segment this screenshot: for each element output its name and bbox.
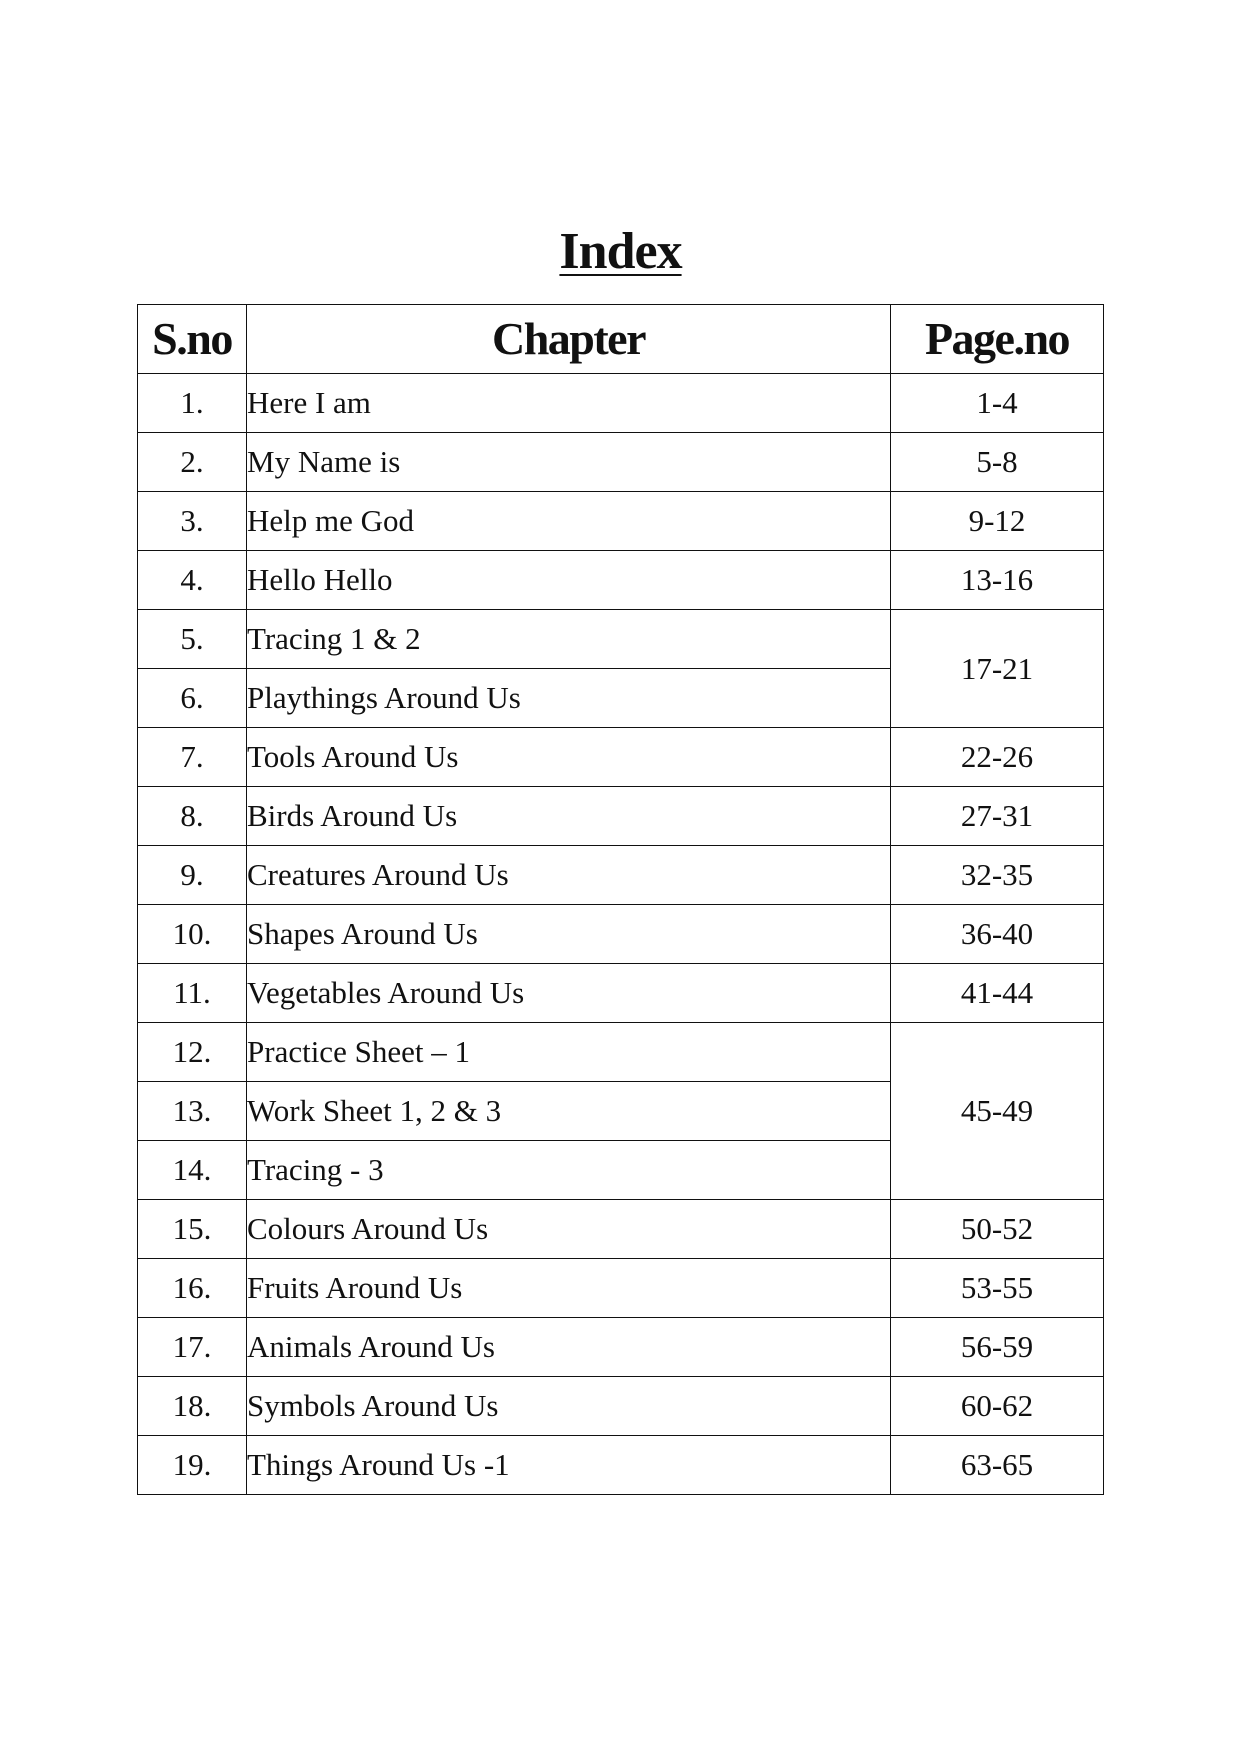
table-header-row	[138, 305, 1104, 374]
row-chapter: Animals Around Us	[247, 1318, 891, 1377]
row-page: 41-44	[891, 964, 1104, 1023]
header-page: Page.no	[891, 305, 1104, 374]
table-row	[138, 787, 1104, 846]
row-sno: 11.	[138, 964, 247, 1023]
row-sno: 7.	[138, 728, 247, 787]
row-sno: 10.	[138, 905, 247, 964]
header-chapter: Chapter	[247, 305, 891, 374]
row-chapter: Fruits Around Us	[247, 1259, 891, 1318]
table-row	[138, 610, 1104, 669]
row-chapter: My Name is	[247, 433, 891, 492]
row-sno: 9.	[138, 846, 247, 905]
table-row	[138, 492, 1104, 551]
table-row	[138, 905, 1104, 964]
table-row	[138, 1318, 1104, 1377]
row-chapter: Creatures Around Us	[247, 846, 891, 905]
row-chapter: Practice Sheet – 1	[247, 1023, 891, 1082]
row-sno: 8.	[138, 787, 247, 846]
row-page-merged: 45-49	[891, 1023, 1104, 1200]
row-page: 36-40	[891, 905, 1104, 964]
row-page-merged: 17-21	[891, 610, 1104, 728]
row-chapter: Vegetables Around Us	[247, 964, 891, 1023]
row-page: 53-55	[891, 1259, 1104, 1318]
table-row	[138, 1200, 1104, 1259]
row-page: 50-52	[891, 1200, 1104, 1259]
row-sno: 13.	[138, 1082, 247, 1141]
row-page: 13-16	[891, 551, 1104, 610]
row-sno: 5.	[138, 610, 247, 669]
row-sno: 15.	[138, 1200, 247, 1259]
row-page: 63-65	[891, 1436, 1104, 1495]
row-chapter: Things Around Us -1	[247, 1436, 891, 1495]
row-sno: 4.	[138, 551, 247, 610]
row-page: 56-59	[891, 1318, 1104, 1377]
table-row	[138, 964, 1104, 1023]
row-sno: 12.	[138, 1023, 247, 1082]
row-page: 22-26	[891, 728, 1104, 787]
row-sno: 19.	[138, 1436, 247, 1495]
row-page: 27-31	[891, 787, 1104, 846]
table-row	[138, 1436, 1104, 1495]
table-row	[138, 1023, 1104, 1082]
row-chapter: Hello Hello	[247, 551, 891, 610]
table-row	[138, 374, 1104, 433]
table-row	[138, 846, 1104, 905]
row-sno: 17.	[138, 1318, 247, 1377]
row-chapter: Shapes Around Us	[247, 905, 891, 964]
table-row	[138, 1377, 1104, 1436]
row-chapter: Birds Around Us	[247, 787, 891, 846]
row-page: 9-12	[891, 492, 1104, 551]
table-row	[138, 728, 1104, 787]
row-chapter: Tracing - 3	[247, 1141, 891, 1200]
row-chapter: Tools Around Us	[247, 728, 891, 787]
page-title: Index	[559, 223, 682, 280]
row-sno: 18.	[138, 1377, 247, 1436]
row-page: 32-35	[891, 846, 1104, 905]
row-sno: 2.	[138, 433, 247, 492]
row-sno: 1.	[138, 374, 247, 433]
row-sno: 6.	[138, 669, 247, 728]
row-chapter: Tracing 1 & 2	[247, 610, 891, 669]
row-chapter: Help me God	[247, 492, 891, 551]
row-sno: 3.	[138, 492, 247, 551]
row-chapter: Here I am	[247, 374, 891, 433]
row-chapter: Work Sheet 1, 2 & 3	[247, 1082, 891, 1141]
index-table	[137, 304, 1104, 1495]
table-row	[138, 551, 1104, 610]
row-sno: 16.	[138, 1259, 247, 1318]
row-page: 1-4	[891, 374, 1104, 433]
row-chapter: Playthings Around Us	[247, 669, 891, 728]
row-chapter: Symbols Around Us	[247, 1377, 891, 1436]
row-page: 5-8	[891, 433, 1104, 492]
table-row	[138, 433, 1104, 492]
header-sno: S.no	[138, 305, 247, 374]
row-sno: 14.	[138, 1141, 247, 1200]
table-row	[138, 1259, 1104, 1318]
row-page: 60-62	[891, 1377, 1104, 1436]
row-chapter: Colours Around Us	[247, 1200, 891, 1259]
